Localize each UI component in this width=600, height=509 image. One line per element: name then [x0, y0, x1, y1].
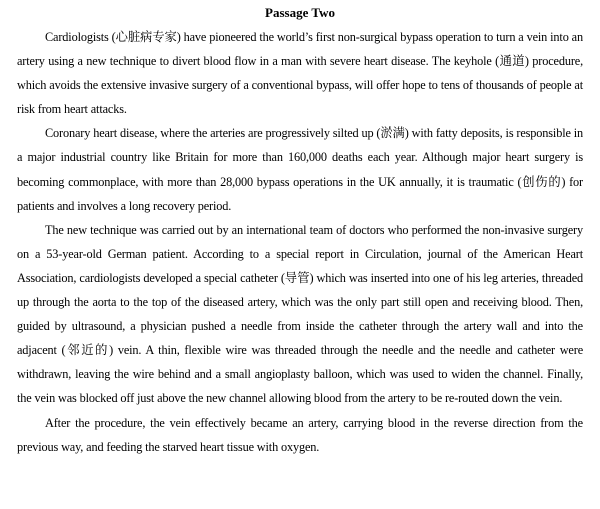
- paragraph-3: The new technique was carried out by an international team of doctors who performed the non-invasive surgery on a 53-year-old German patient. According to a special report in Circulation, journal of the American Heart Association, cardiologists developed a special catheter (导管) which was inserted into one of his leg arteries, threaded up through the aorta to the top of the diseased artery, which was the only part still open and receiving blood. Then, guided by ultrasound, a physician pushed a needle from inside the catheter through the artery wall and into the adjacent (邻近的) vein. A thin, flexible wire was threaded through the needle and the needle and catheter were withdrawn, leaving the wire behind and a small angioplasty balloon, which was used to widen the channel. Finally, the vein was blocked off just above the new channel allowing blood from the artery to be re-routed down the vein.: [17, 222, 583, 406]
- passage-title: Passage Two: [265, 5, 335, 20]
- paragraph-2: Coronary heart disease, where the arteries are progressively silted up (淤满) with fatty deposits, is responsible in a major industrial country like Britain for more than 160,000 deaths each year. Although major heart surgery is becoming commonplace, with more than 28,000 bypass operations in the UK annually, it is traumatic (创伤的) for patients and involves a long recovery period.: [17, 126, 583, 213]
- paragraph-4: After the procedure, the vein effectively became an artery, carrying blood in the reverse direction from the previous way, and feeding the starved heart tissue with oxygen.: [17, 415, 583, 454]
- paragraph-1: Cardiologists (心脏病专家) have pioneered the world’s first non-surgical bypass operation to turn a vein into an artery using a new technique to divert blood flow in a man with severe heart disease. The keyhole (通道) procedure, which avoids the extensive invasive surgery of a conventional bypass, will offer hope to tens of thousands of people at risk from heart attacks.: [17, 30, 583, 117]
